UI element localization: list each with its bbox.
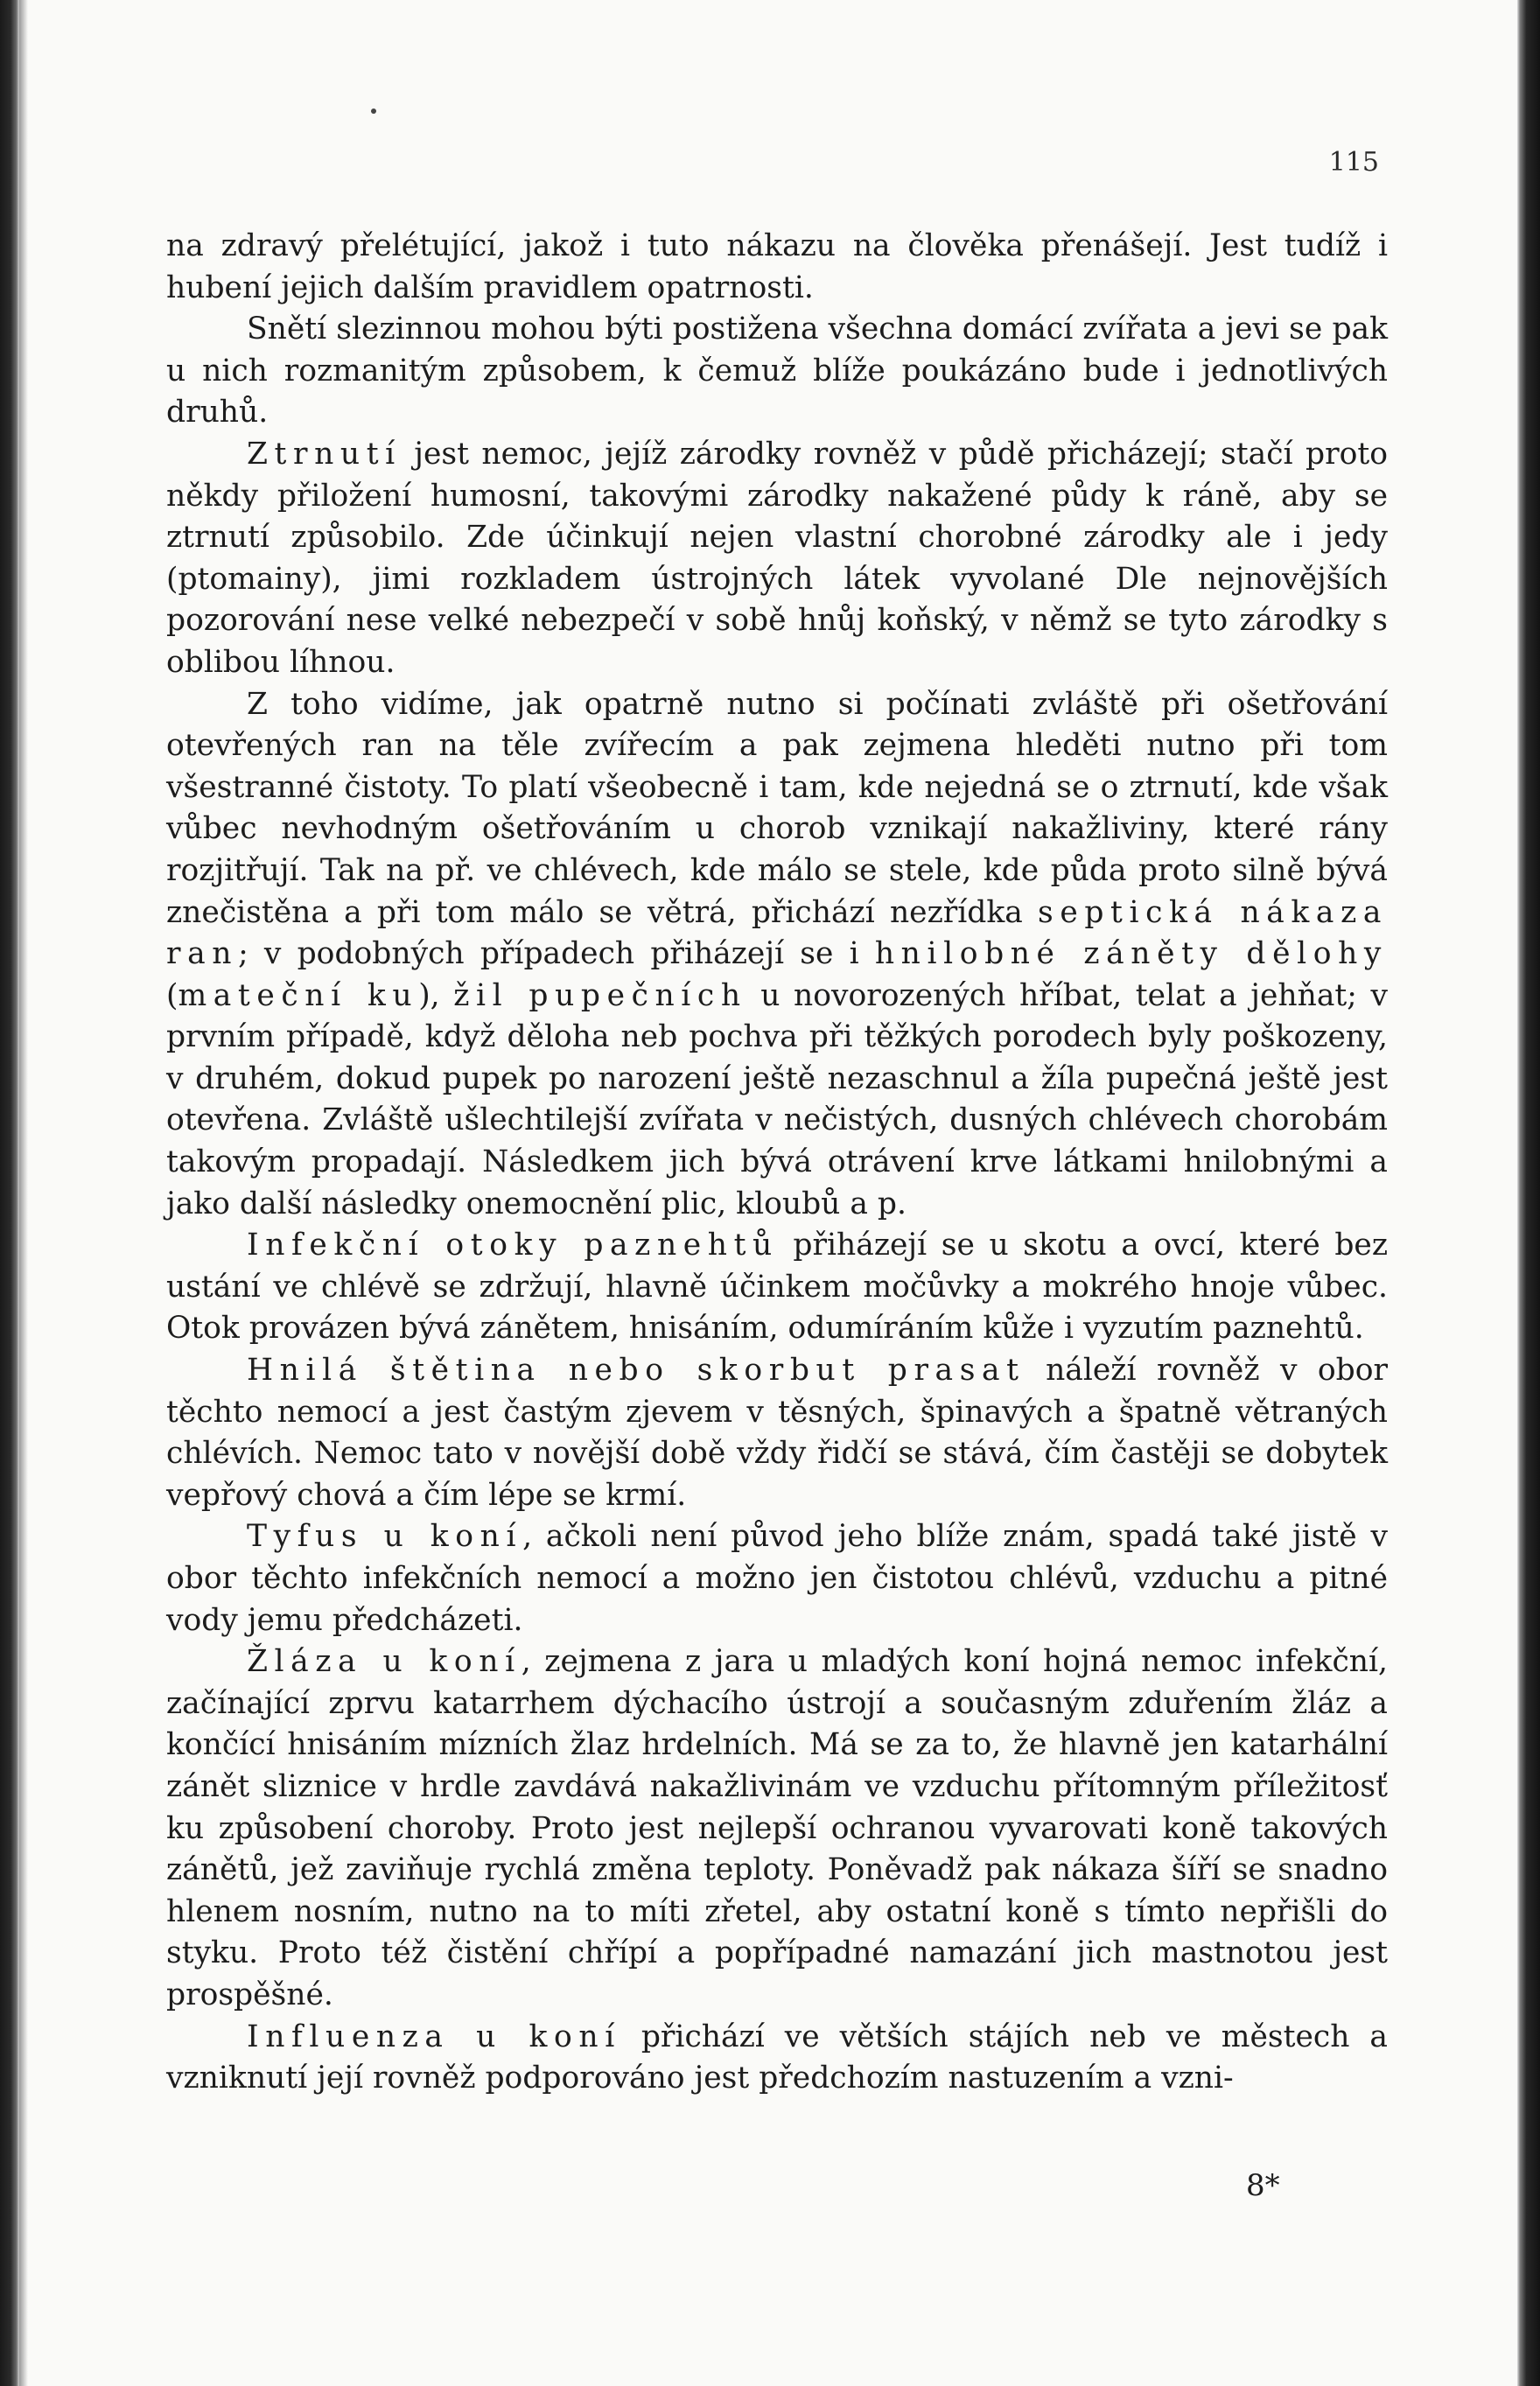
term-materniku: mateční ku (178, 977, 419, 1013)
page-left-edge (0, 0, 19, 2386)
paragraph-4-text-d: ), (418, 977, 454, 1013)
paragraph-4-text-e: u novorozených hříbat, telat a jehňat; v prvním případě, když děloha neb pochva při těžkých porodech byly poškozeny, v druhém, dokud pupek po narození ještě nezaschnul a žíla pupečná ještě jest otevřena. Zvláště ušlechtilejší zvířata v nečistých, dusných chlévech chorobám takovým propadají. Následkem jich bývá otrávení krve látkami hnilobnými a jako další následky onemocnění plic, kloubů a p. (166, 977, 1388, 1221)
paragraph-3 (166, 434, 1388, 684)
paragraph-4-text-a: Z toho vidíme, jak opatrně nutno si počínati zvláště při ošetřování otevřených ran na těle zvířecím a pak zejmena hleděti nutno při tom všestranné čistoty. To platí všeobecně i tam, kde nejedná se o ztrnutí, kde však vůbec nevhodným ošetřováním u chorob vznikají nakažliviny, které rány rozjitřují. Tak na př. ve chlévech, kde málo se stele, kde půda proto silně bývá znečistěna a při tom málo se větrá, přichází nezřídka (166, 686, 1388, 930)
print-speck (371, 108, 376, 114)
term-zil-pupecnich: žil pupečních (453, 977, 747, 1013)
term-infekcni-otoky: Infekční otoky paznehtů (247, 1228, 779, 1263)
page-left-shadow (19, 0, 28, 2386)
term-tyfus: Tyfus u koní (247, 1519, 523, 1555)
term-hnilobne-zanety: hnilobné záněty dělohy (874, 936, 1388, 972)
paragraph-6-text: náleží rovněž v obor těchto nemocí a jest častým zjevem v těsných, špinavých a špatně větraných chlévích. Nemoc tato v novější době vždy řidčí se stává, čím častěji se dobytek vepřový chová a čím lépe se krmí. (166, 1353, 1388, 1513)
term-ztrnuti: Ztrnutí (247, 436, 402, 472)
term-septicka-nakaza: septická nákaza ran (166, 894, 1388, 972)
paragraph-3-text: jest nemoc, jejíž zárodky rovněž v půdě přicházejí; stačí proto někdy přiložení humosní, takovými zárodky nakažené půdy k ráně, aby se ztrnutí způsobilo. Zde účinkují nejen vlastní chorobné zárodky ale i jedy (ptomainy), jimi rozkladem ústrojných látek vyvolané Dle nejnovějších pozorování nese velké nebezpečí v sobě hnůj koňský, v němž se tyto zárodky s oblibou líhnou. (166, 436, 1388, 680)
page-number: 115 (1328, 147, 1379, 178)
paragraph-7 (166, 1516, 1388, 1641)
paragraph-4 (166, 684, 1388, 1226)
paragraph-4-text-b: ; v podobných případech přiházejí se i (238, 936, 875, 972)
paragraph-4-text-c: ( (166, 977, 178, 1013)
paragraph-1: na zdravý přelétující, jakož i tuto nákazu na člověka přenášejí. Jest tudíž i hubení jejich dalším pravidlem opatrnosti. (166, 228, 1388, 305)
paragraph-5 (166, 1225, 1388, 1350)
term-influenza: Influenza u koní (247, 2019, 621, 2054)
paragraph-8-text: , zejmena z jara u mladých koní hojná nemoc infekční, začínající zprvu katarrhem dýchacího ústrojí a současným zduřením žláz a končící hnisáním mízních žlaz hrdelních. Má se za to, že hlavně jen katarhální zánět sliznice v hrdle zavdává nakažlivinám ve vzduchu přítomným příležitosť ku způsobení choroby. Proto jest nejlepší ochranou vyvarovati koně takových zánětů, jež zaviňuje rychlá změna teploty. Poněvadž pak nákaza šíří se snadno hlenem nosním, nutno na to míti zřetel, aby ostatní koně s tímto nepřišli do styku. Proto též čistění chřípí a popřípadné namazání jich mastnotou jest prospěšné. (166, 1644, 1388, 2012)
paragraph-6 (166, 1350, 1388, 1516)
body-text (166, 226, 1388, 2100)
paragraph-7-text: , ačkoli není původ jeho blíže znám, spadá také jistě v obor těchto infekčních nemocí a možno jen čistotou chlévů, vzduchu a pitné vody jemu předcházeti. (166, 1519, 1389, 1638)
paragraph-9-text: přichází ve větších stájích neb ve městech a vzniknutí její rovněž podporováno jest předchozím nastuzením a vzni- (166, 2019, 1388, 2096)
paragraph-5-text: přiházejí se u skotu a ovcí, které bez ustání ve chlévě se zdržují, hlavně účinkem močůvky a mokrého hnoje vůbec. Otok provázen bývá zánětem, hnisáním, odumíráním kůže i vyzutím paznehtů. (166, 1228, 1389, 1347)
paragraph-2: Snětí slezinnou mohou býti postižena všechna domácí zvířata a jevi se pak u nich rozmanitým způsobem, k čemuž blíže poukázáno bude i jednotlivých druhů. (166, 311, 1388, 430)
page-right-edge (1517, 0, 1540, 2386)
term-hnila-stetina: Hnilá štětina nebo skorbut prasat (247, 1353, 1026, 1389)
paragraph-8 (166, 1641, 1388, 2016)
term-zlaza: Žláza u koní (247, 1644, 522, 1680)
paragraph-9 (166, 2017, 1388, 2100)
signature-mark: 8* (1246, 2168, 1280, 2203)
